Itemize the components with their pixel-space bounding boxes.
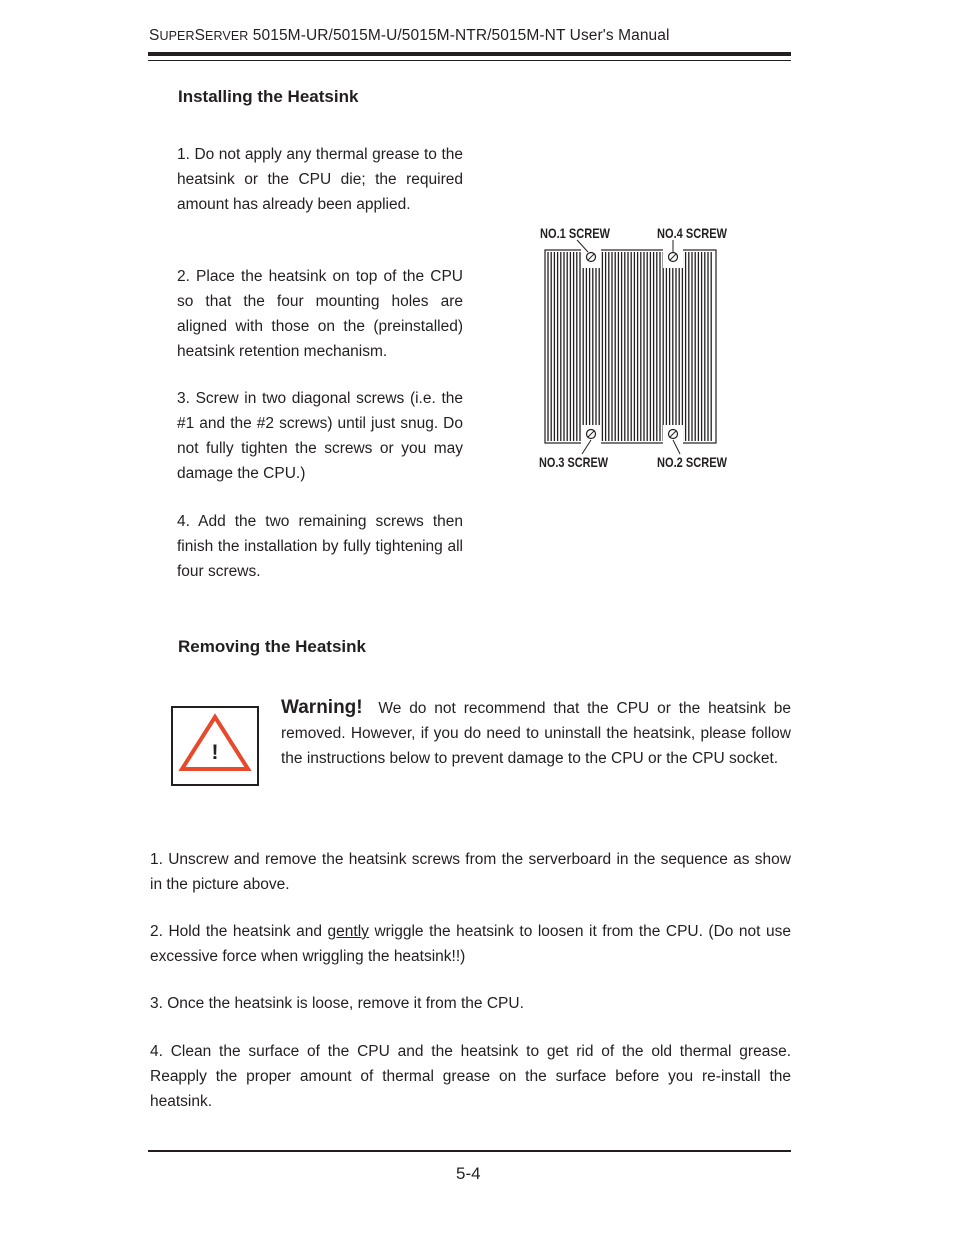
heatsink-screw-diagram <box>536 222 736 474</box>
remove-step-4: 4. Clean the surface of the CPU and the heatsink to get rid of the old thermal grease. Reapply the proper amount of thermal grease on the surface before you re-install the heatsink. <box>150 1043 791 1110</box>
screw-label-no1: NO.1 SCREW <box>540 225 611 241</box>
warning-paragraph <box>281 695 791 771</box>
screw-hole-icon <box>581 425 601 445</box>
heatsink-fins <box>548 252 711 441</box>
warning-box <box>171 706 259 786</box>
header-rule-thick <box>148 52 791 56</box>
warning-text: We do not recommend that the CPU or the heatsink be removed. However, if you do need to uninstall the heatsink, please follow the instructions below to prevent damage to the CPU or the CPU socket. <box>281 700 791 767</box>
install-step-4: 4. Add the two remaining screws then finish the installation by fully tightening all four screws. <box>177 513 463 580</box>
install-heading: Installing the Heatsink <box>178 87 359 106</box>
screw-label-no3: NO.3 SCREW <box>539 454 609 470</box>
remove-heading: Removing the Heatsink <box>178 637 366 656</box>
warning-title: Warning! <box>281 697 363 718</box>
emphasis-gently: gently <box>327 923 369 940</box>
page-header-title: SUPERSERVER 5015M-UR/5015M-U/5015M-NTR/5015M-NT User's Manual <box>149 27 670 44</box>
screw-hole-icon <box>581 248 601 268</box>
remove-step-1: 1. Unscrew and remove the heatsink screws from the serverboard in the sequence as show in the picture above. <box>150 851 791 893</box>
remove-step-2: 2. Hold the heatsink and gently wriggle the heatsink to loosen it from the CPU. (Do not use excessive force when wriggling the heatsink!!) <box>150 923 791 965</box>
screw-label-no2: NO.2 SCREW <box>657 454 728 470</box>
screw-hole-icon <box>663 425 683 445</box>
install-step-3: 3. Screw in two diagonal screws (i.e. the #1 and the #2 screws) until just snug. Do not fully tighten the screws or you may damage the CPU.) <box>177 390 463 482</box>
screw-label-no4: NO.4 SCREW <box>657 225 728 241</box>
remove-step-3: 3. Once the heatsink is loose, remove it from the CPU. <box>150 995 524 1012</box>
install-step-2: 2. Place the heatsink on top of the CPU so that the four mounting holes are aligned with those on the (preinstalled) heatsink retention mechanism. <box>177 268 463 360</box>
footer-rule <box>148 1150 791 1152</box>
header-rule-thin <box>148 60 791 61</box>
install-step-1: 1. Do not apply any thermal grease to the heatsink or the CPU die; the required amount has already been applied. <box>177 146 463 213</box>
page-number: 5-4 <box>456 1164 481 1183</box>
warning-exclamation: ! <box>211 741 219 764</box>
